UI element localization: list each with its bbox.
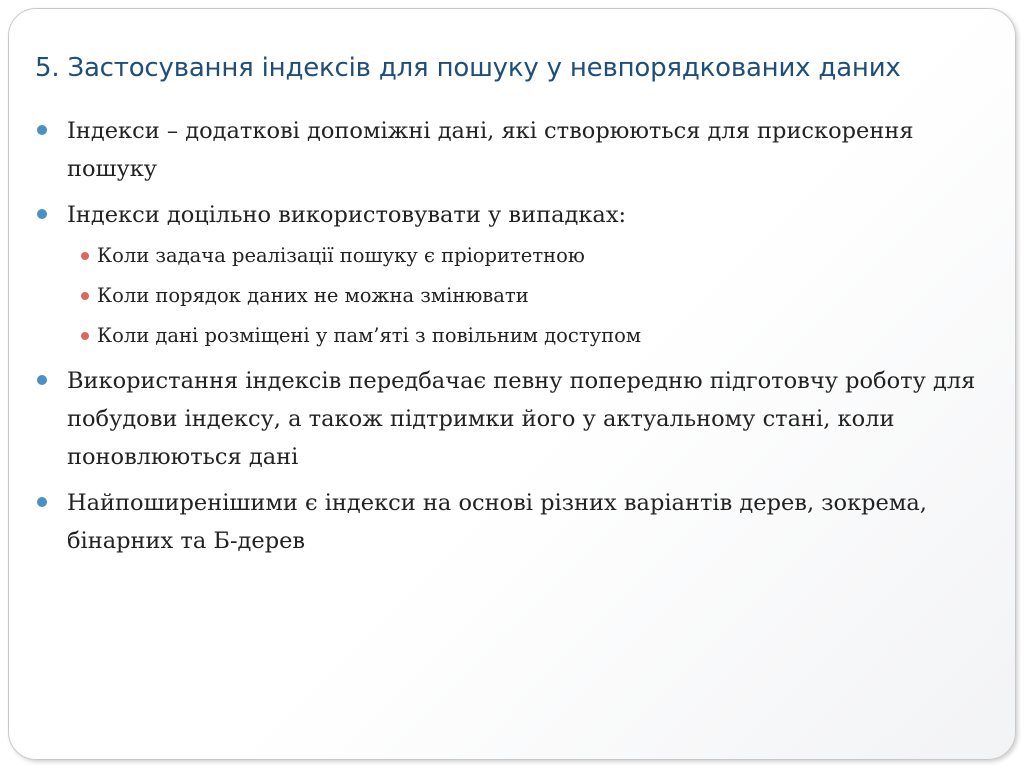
sub-bullet-text: Коли задача реалізації пошуку є пріоритетною [97,244,585,267]
sub-bullet-text: Коли дані розміщені у пам’яті з повільним доступом [97,324,642,347]
bullet-text: Індекси доцільно використовувати у випадках: [67,202,627,228]
slide-title: 5. Застосування індексів для пошуку у невпорядкованих даних [35,53,901,83]
sub-bullet-dot-icon [81,332,89,340]
bullet-dot-icon [37,497,47,507]
bullet-dot-icon [37,209,47,219]
bullet-text: Індекси – додаткові допоміжні дані, які створюються для прискорення пошуку [67,118,914,182]
sub-bullet-dot-icon [81,292,89,300]
bullet-list [35,112,985,568]
sub-bullet-item [35,316,985,356]
bullet-item [35,484,985,560]
bullet-dot-icon [37,375,47,385]
bullet-item [35,362,985,476]
bullet-item [35,196,985,234]
bullet-text: Використання індексів передбачає певну попередню підготовчу роботу для побудови індексу, а також підтримки його у актуальному стані, коли поновлюються дані [67,368,976,470]
slide-frame [8,8,1016,760]
sub-bullet-dot-icon [81,252,89,260]
bullet-text: Найпоширенішими є індекси на основі різних варіантів дерев, зокрема, бінарних та Б-дерев [67,490,927,554]
sub-bullet-text: Коли порядок даних не можна змінювати [97,284,529,307]
bullet-item [35,112,985,188]
bullet-dot-icon [37,125,47,135]
sub-bullet-item [35,236,985,276]
sub-bullet-item [35,276,985,316]
sub-bullet-list [35,236,985,356]
